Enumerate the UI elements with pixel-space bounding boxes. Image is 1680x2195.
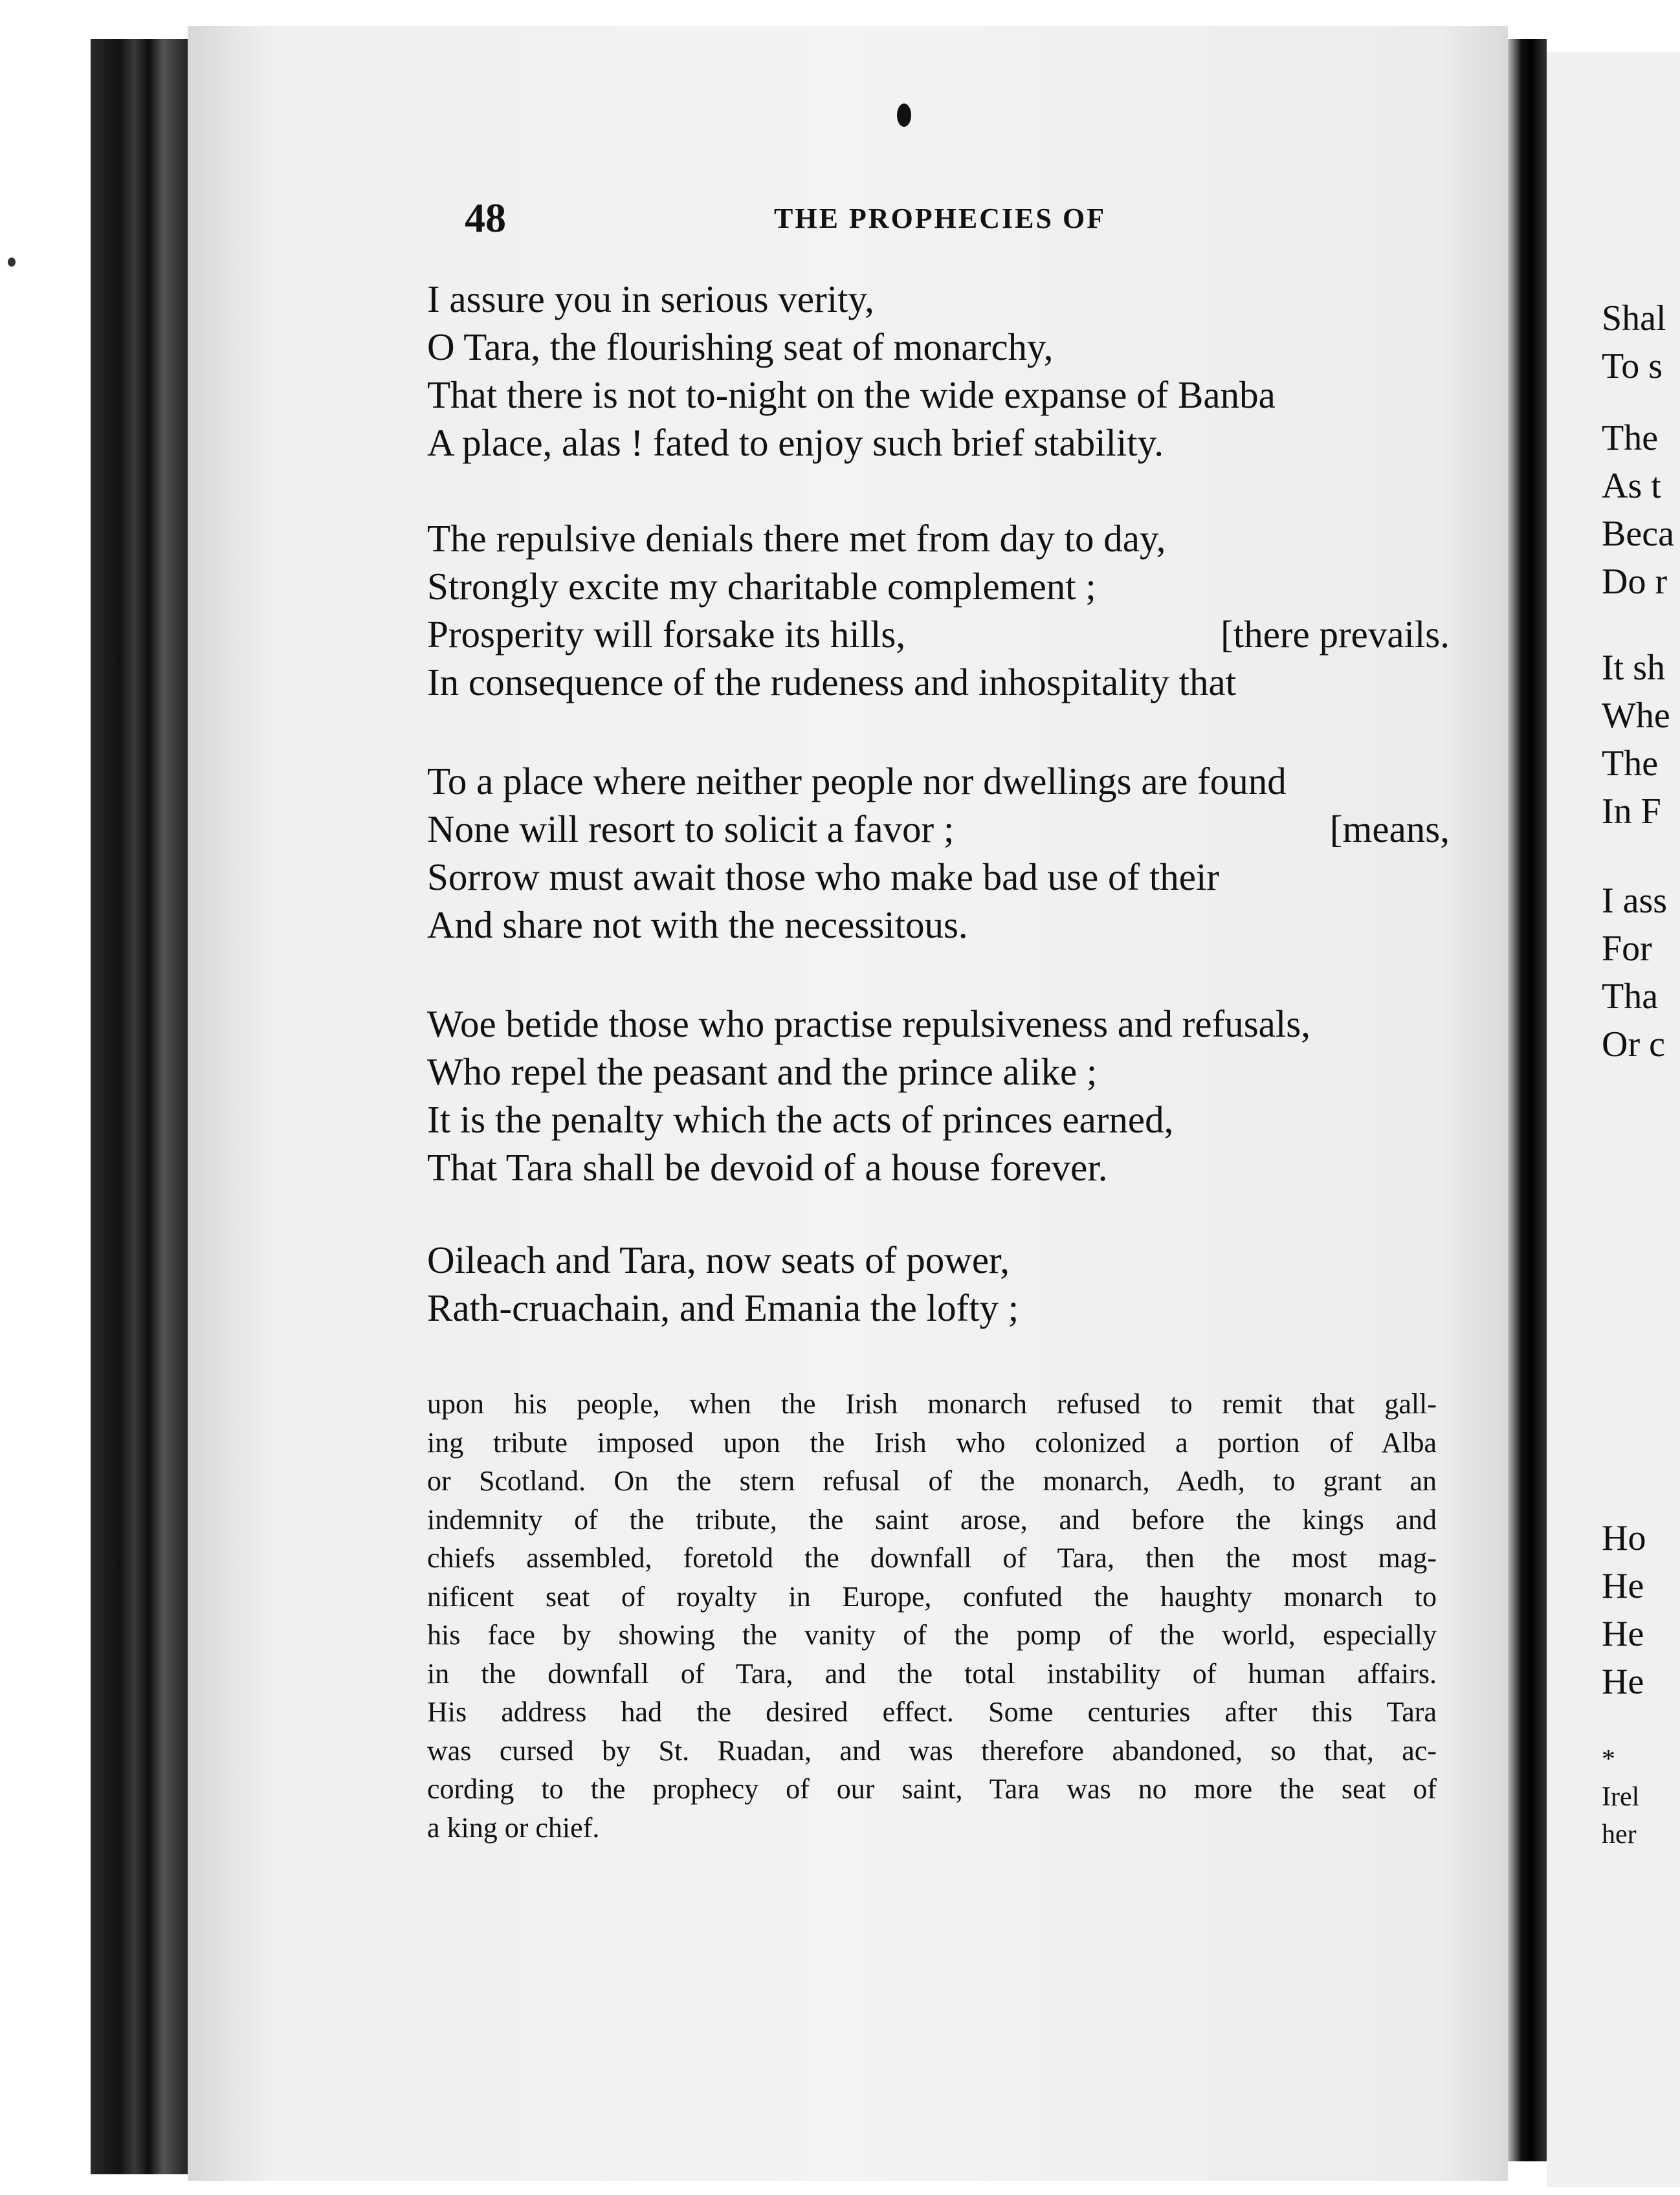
verse-line: I assure you in serious verity,	[427, 278, 874, 320]
book-gutter	[1508, 39, 1547, 2161]
verse-line: None will resort to solicit a favor ;	[427, 808, 955, 850]
stanza-5	[427, 1236, 1450, 1332]
verse-line: Rath-cruachain, and Emania the lofty ;	[427, 1286, 1019, 1329]
right-page-line: I ass	[1602, 881, 1668, 921]
verse-line: That Tara shall be devoid of a house forever.	[427, 1146, 1108, 1189]
right-page-line: In F	[1602, 791, 1661, 832]
ink-mark	[897, 104, 911, 127]
page-number: 48	[465, 195, 506, 241]
right-page-fragment-3	[1602, 644, 1670, 835]
right-page-line: It sh	[1602, 648, 1665, 688]
stanza-4	[427, 1000, 1450, 1191]
right-page-fragment-6	[1602, 1741, 1639, 1853]
verse-line: Woe betide those who practise repulsiveness and refusals,	[427, 1002, 1310, 1045]
verse-line-with-turnover	[427, 805, 1450, 853]
footnote-line: chiefs assembled, foretold the downfall of Tara, then the most mag-	[427, 1542, 1437, 1574]
verse-line-with-turnover	[427, 610, 1450, 658]
verse-line: Oileach and Tara, now seats of power,	[427, 1239, 1010, 1281]
stray-mark	[8, 258, 16, 267]
right-page-fragment-5	[1602, 1514, 1646, 1706]
footnote-line: indemnity of the tribute, the saint arose, and before the kings and	[427, 1503, 1437, 1536]
verse-line: And share not with the necessitous.	[427, 903, 968, 946]
stanza-2	[427, 514, 1450, 706]
footnote-line: or Scotland. On the stern refusal of the monarch, Aedh, to grant an	[427, 1465, 1437, 1497]
verse-line: In consequence of the rudeness and inhospitality that	[427, 661, 1237, 703]
verse-line: Sorrow must await those who make bad use of their	[427, 855, 1219, 898]
right-page-line: For	[1602, 929, 1652, 969]
right-page-line: Beca	[1602, 514, 1674, 554]
footnote-line: upon his people, when the Irish monarch refused to remit that gall-	[427, 1388, 1437, 1420]
right-page-line: The	[1602, 744, 1659, 784]
verse-line: The repulsive denials there met from day to day,	[427, 517, 1166, 560]
verse-line: Strongly excite my charitable complement ;	[427, 565, 1096, 608]
footnote-line: nificent seat of royalty in Europe, confuted the haughty monarch to	[427, 1580, 1437, 1613]
right-page-line: To s	[1602, 346, 1663, 386]
footnote-line: a king or chief.	[427, 1811, 600, 1844]
right-page-line: her	[1602, 1820, 1637, 1849]
verse-line: To a place where neither people nor dwellings are found	[427, 760, 1287, 802]
right-page-line: Tha	[1602, 976, 1659, 1017]
right-page-line: Ho	[1602, 1518, 1646, 1558]
right-page-line: *	[1602, 1745, 1615, 1774]
verse-line: A place, alas ! fated to enjoy such brief stability.	[427, 421, 1164, 464]
verse-line: Prosperity will forsake its hills,	[427, 613, 906, 656]
page-edge-stack	[91, 39, 188, 2174]
right-page-line: Whe	[1602, 696, 1670, 736]
right-page-fragment-2	[1602, 414, 1674, 606]
right-page-line: Irel	[1602, 1782, 1640, 1812]
footnote	[427, 1385, 1437, 1847]
footnote-line: ing tribute imposed upon the Irish who colonized a portion of Alba	[427, 1426, 1437, 1459]
verse-line: It is the penalty which the acts of princes earned,	[427, 1098, 1174, 1141]
turnover-text: [means,	[1329, 808, 1450, 850]
stanza-3	[427, 757, 1450, 949]
right-page-line: The	[1602, 418, 1659, 458]
right-page-line: Or c	[1602, 1024, 1665, 1064]
right-page-fragment-4	[1602, 877, 1667, 1068]
right-page-line: Shal	[1602, 298, 1666, 338]
right-page-fragment-1	[1602, 294, 1666, 390]
footnote-line: cording to the prophecy of our saint, Tara was no more the seat of	[427, 1773, 1437, 1805]
footnote-line: in the downfall of Tara, and the total instability of human affairs.	[427, 1657, 1437, 1690]
stanza-1	[427, 275, 1450, 467]
verse-line: That there is not to-night on the wide expanse of Banba	[427, 373, 1276, 416]
turnover-text: [there prevails.	[1221, 613, 1450, 656]
verse-line: Who repel the peasant and the prince alike ;	[427, 1050, 1098, 1093]
footnote-line: His address had the desired effect. Some centuries after this Tara	[427, 1696, 1437, 1728]
verse-line: O Tara, the flourishing seat of monarchy,	[427, 325, 1054, 368]
running-head: THE PROPHECIES OF	[774, 203, 1107, 234]
right-page-line: He	[1602, 1614, 1644, 1654]
right-page-line: He	[1602, 1566, 1644, 1606]
right-page-line: As t	[1602, 466, 1661, 506]
footnote-line: his face by showing the vanity of the pomp of the world, especially	[427, 1619, 1437, 1651]
right-page-line: Do r	[1602, 562, 1668, 602]
right-page-line: He	[1602, 1662, 1644, 1702]
footnote-line: was cursed by St. Ruadan, and was therefore abandoned, so that, ac-	[427, 1734, 1437, 1767]
